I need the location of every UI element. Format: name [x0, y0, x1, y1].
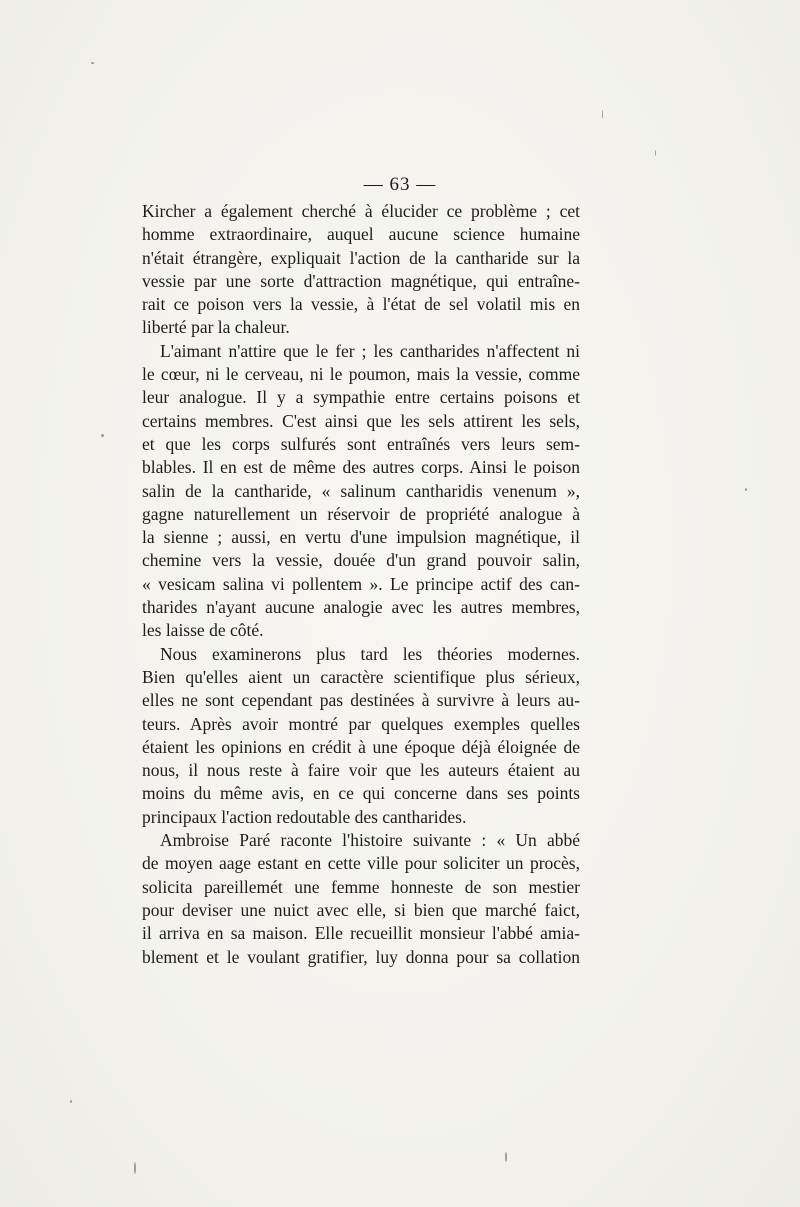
text-line: elles ne sont cependant pas destinées à survivre à leurs au- [142, 690, 580, 711]
text-line: il arriva en sa maison. Elle recueillit monsieur l'abbé amia- [142, 923, 580, 944]
text-line: leur analogue. Il y a sympathie entre certains poisons et [142, 387, 580, 408]
paper-speck [91, 62, 94, 64]
paper-speck [745, 488, 747, 491]
text-line: vessie par une sorte d'attraction magnétique, qui entraîne- [142, 270, 580, 291]
text-line: salin de la cantharide, « salinum cantharidis venenum », [142, 480, 580, 501]
text-line: le cœur, ni le cerveau, ni le poumon, mais la vessie, comme [142, 364, 580, 385]
text-line: homme extraordinaire, auquel aucune science humaine [142, 224, 580, 245]
text-line: principaux l'action redoutable des cantharides. [142, 806, 467, 827]
text-line: Ambroise Paré raconte l'histoire suivante : « Un abbé [160, 830, 580, 851]
paper-speck [101, 434, 104, 437]
paper-speck [70, 1100, 72, 1103]
text-line: étaient les opinions en crédit à une époque déjà éloignée de [142, 736, 580, 757]
text-line: la sienne ; aussi, en vertu d'une impulsion magnétique, il [142, 527, 580, 548]
text-line: chemine vers la vessie, douée d'un grand pouvoir salin, [142, 550, 580, 571]
text-line: n'était étrangère, expliquait l'action de la cantharide sur la [142, 247, 580, 268]
text-line: nous, il nous reste à faire voir que les auteurs étaient au [142, 760, 580, 781]
text-line: solicita pareillemét une femme honneste de son mestier [142, 876, 580, 897]
text-line: rait ce poison vers la vessie, à l'état de sel volatil mis en [142, 294, 580, 315]
text-line: liberté par la chaleur. [142, 317, 290, 338]
page-number: — 63 — [363, 174, 437, 195]
text-line: pour deviser une nuict avec elle, si bien que marché faict, [142, 899, 580, 920]
text-line: blement et le voulant gratifier, luy donna pour sa collation [142, 946, 580, 967]
text-line: gagne naturellement un réservoir de propriété analogue à [142, 503, 580, 524]
text-line: teurs. Après avoir montré par quelques exemples quelles [142, 713, 580, 734]
text-line: certains membres. C'est ainsi que les sels attirent les sels, [142, 410, 580, 431]
text-line: tharides n'ayant aucune analogie avec les autres membres, [142, 597, 580, 618]
text-line: les laisse de côté. [142, 620, 264, 641]
text-line: Kircher a également cherché à élucider ce problème ; cet [142, 201, 580, 221]
paper-speck [134, 1162, 136, 1174]
text-line: de moyen aage estant en cette ville pour soliciter un procès, [142, 853, 580, 874]
text-line: blables. Il en est de même des autres corps. Ainsi le poison [142, 457, 580, 478]
paper-speck [602, 110, 603, 119]
text-line: et que les corps sulfurés sont entraînés vers leurs sem- [142, 433, 580, 454]
paper-speck [505, 1152, 507, 1162]
text-line: L'aimant n'attire que le fer ; les cantharides n'affectent ni [160, 340, 580, 361]
text-line: Nous examinerons plus tard les théories modernes. [160, 643, 580, 664]
text-line: moins du même avis, en ce qui concerne dans ses points [142, 783, 580, 804]
body-text [142, 200, 580, 969]
paper-speck [655, 150, 656, 156]
text-line: Bien qu'elles aient un caractère scientifique plus sérieux, [142, 666, 580, 687]
text-line: « vesicam salina vi pollentem ». Le principe actif des can- [142, 573, 580, 594]
